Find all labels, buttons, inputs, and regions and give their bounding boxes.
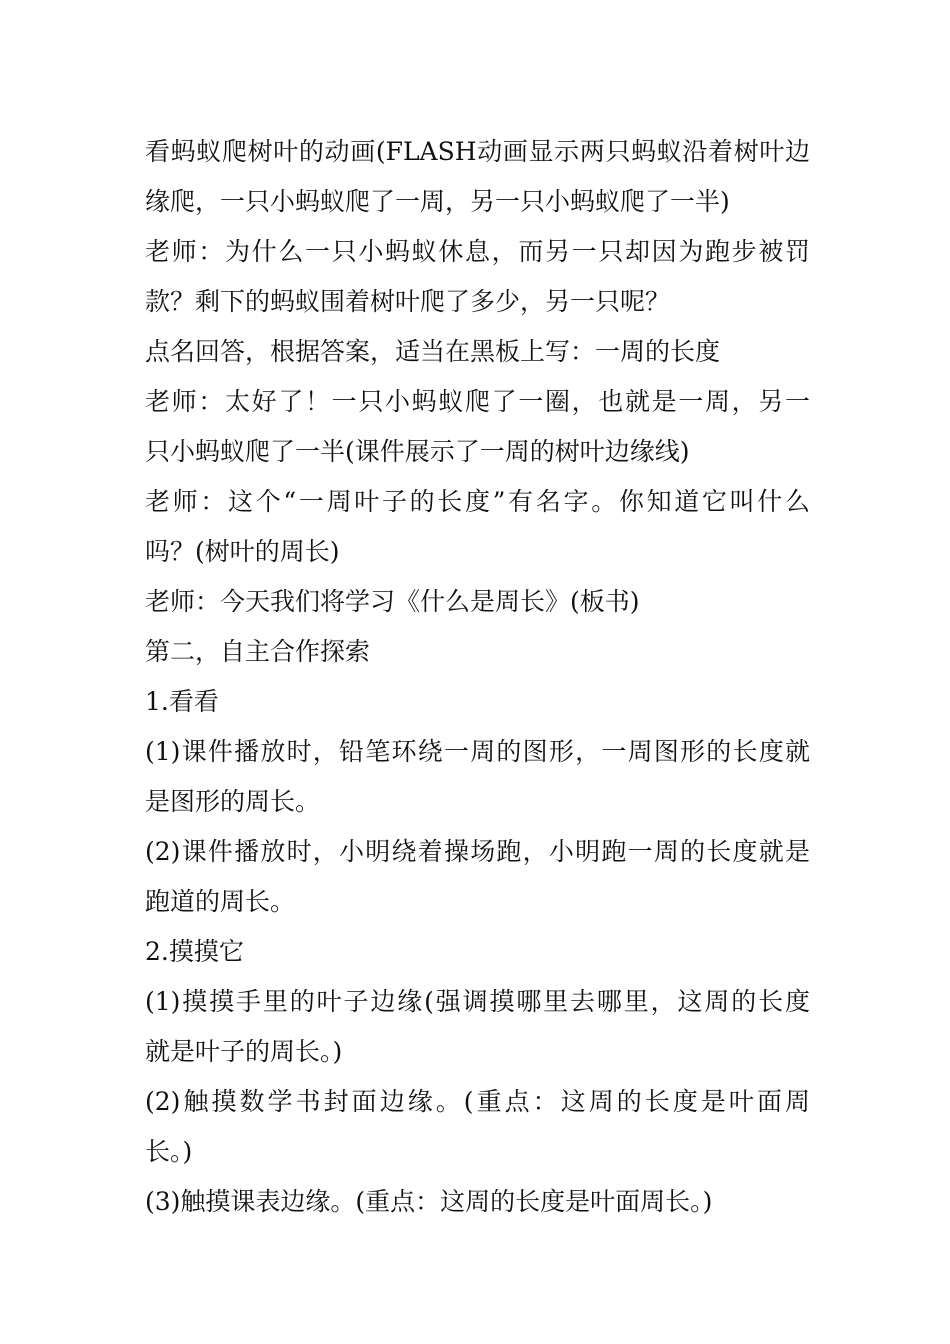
text-line: 老师：太好了！一只小蚂蚁爬了一圈，也就是一周，另一 [145, 387, 810, 416]
text-line: 老师：今天我们将学习《什么是周长》(板书) [145, 587, 640, 616]
text-line: 老师：这个“一周叶子的长度”有名字。你知道它叫什么 [145, 487, 810, 516]
text-line: (2)触摸数学书封面边缘。(重点：这周的长度是叶面周 [145, 1087, 810, 1116]
section-heading: 第二，自主合作探索 [145, 637, 371, 666]
text-line: 就是叶子的周长。) [145, 1037, 343, 1066]
text-line: 老师：为什么一只小蚂蚁休息，而另一只却因为跑步被罚 [145, 237, 810, 266]
subsection-heading: 2.摸摸它 [145, 937, 244, 966]
text-line: 长。) [145, 1137, 193, 1166]
text-line: (2)课件播放时，小明绕着操场跑，小明跑一周的长度就是 [145, 837, 810, 866]
document-body [145, 127, 810, 1227]
text-line: 跑道的周长。 [145, 887, 296, 916]
text-line: 只小蚂蚁爬了一半(课件展示了一周的树叶边缘线) [145, 437, 690, 466]
text-line: 款？剩下的蚂蚁围着树叶爬了多少，另一只呢？ [145, 287, 671, 316]
text-line: 点名回答，根据答案，适当在黑板上写：一周的长度 [145, 337, 721, 366]
text-line: (1)摸摸手里的叶子边缘(强调摸哪里去哪里，这周的长度 [145, 987, 810, 1016]
text-line: 缘爬，一只小蚂蚁爬了一周，另一只小蚂蚁爬了一半) [145, 187, 730, 216]
subsection-heading: 1.看看 [145, 687, 219, 716]
text-line: (1)课件播放时，铅笔环绕一周的图形，一周图形的长度就 [145, 737, 810, 766]
text-line: (3)触摸课表边缘。(重点：这周的长度是叶面周长。) [145, 1187, 713, 1216]
text-line: 吗？(树叶的周长) [145, 537, 340, 566]
text-line: 看蚂蚁爬树叶的动画(FLASH动画显示两只蚂蚁沿着树叶边 [145, 137, 810, 166]
text-line: 是图形的周长。 [145, 787, 321, 816]
